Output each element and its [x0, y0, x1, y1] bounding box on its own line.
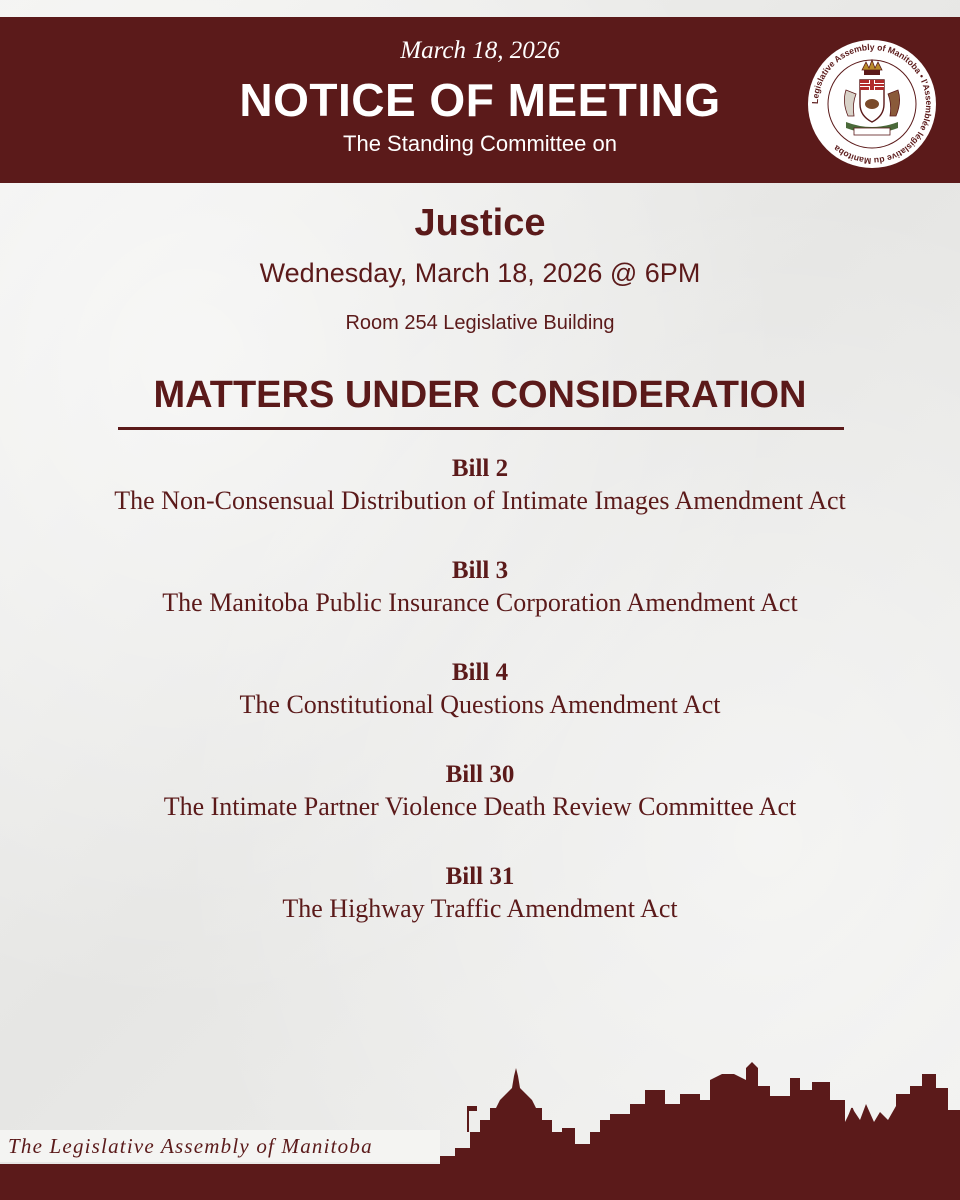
- bill-number: Bill 31: [445, 863, 515, 890]
- bill-title: The Highway Traffic Amendment Act: [282, 894, 678, 923]
- bill-number: Bill 2: [451, 455, 509, 482]
- notice-date: March 18, 2026: [400, 37, 560, 64]
- meeting-datetime: Wednesday, March 18, 2026 @ 6PM: [259, 258, 701, 288]
- bill-number: Bill 3: [451, 557, 509, 584]
- bill-item: [0, 760, 960, 824]
- seal-text: Legislative Assembly of Manitoba • l'Assemblée législative du Manitoba: [809, 41, 935, 167]
- heading-underline: [118, 427, 844, 430]
- matters-heading: MATTERS UNDER CONSIDERATION: [153, 374, 807, 416]
- footer-text: The Legislative Assembly of Manitoba: [8, 1134, 373, 1158]
- notice-subtitle: The Standing Committee on: [343, 131, 617, 156]
- bill-item: [0, 658, 960, 722]
- bill-title: The Non-Consensual Distribution of Intimate Images Amendment Act: [114, 486, 846, 515]
- bill-title: The Intimate Partner Violence Death Review Committee Act: [163, 792, 797, 821]
- bill-title: The Constitutional Questions Amendment Act: [239, 690, 721, 719]
- bill-number: Bill 30: [445, 761, 515, 788]
- committee-name: Justice: [414, 202, 546, 244]
- bill-title: The Manitoba Public Insurance Corporation Amendment Act: [162, 588, 798, 617]
- bill-number: Bill 4: [451, 659, 509, 686]
- bill-item: [0, 454, 960, 518]
- notice-title: NOTICE OF MEETING: [239, 74, 721, 126]
- meeting-location: Room 254 Legislative Building: [345, 312, 615, 334]
- bill-item: [0, 862, 960, 926]
- legislative-assembly-crest-icon: [806, 38, 938, 170]
- bill-item: [0, 556, 960, 620]
